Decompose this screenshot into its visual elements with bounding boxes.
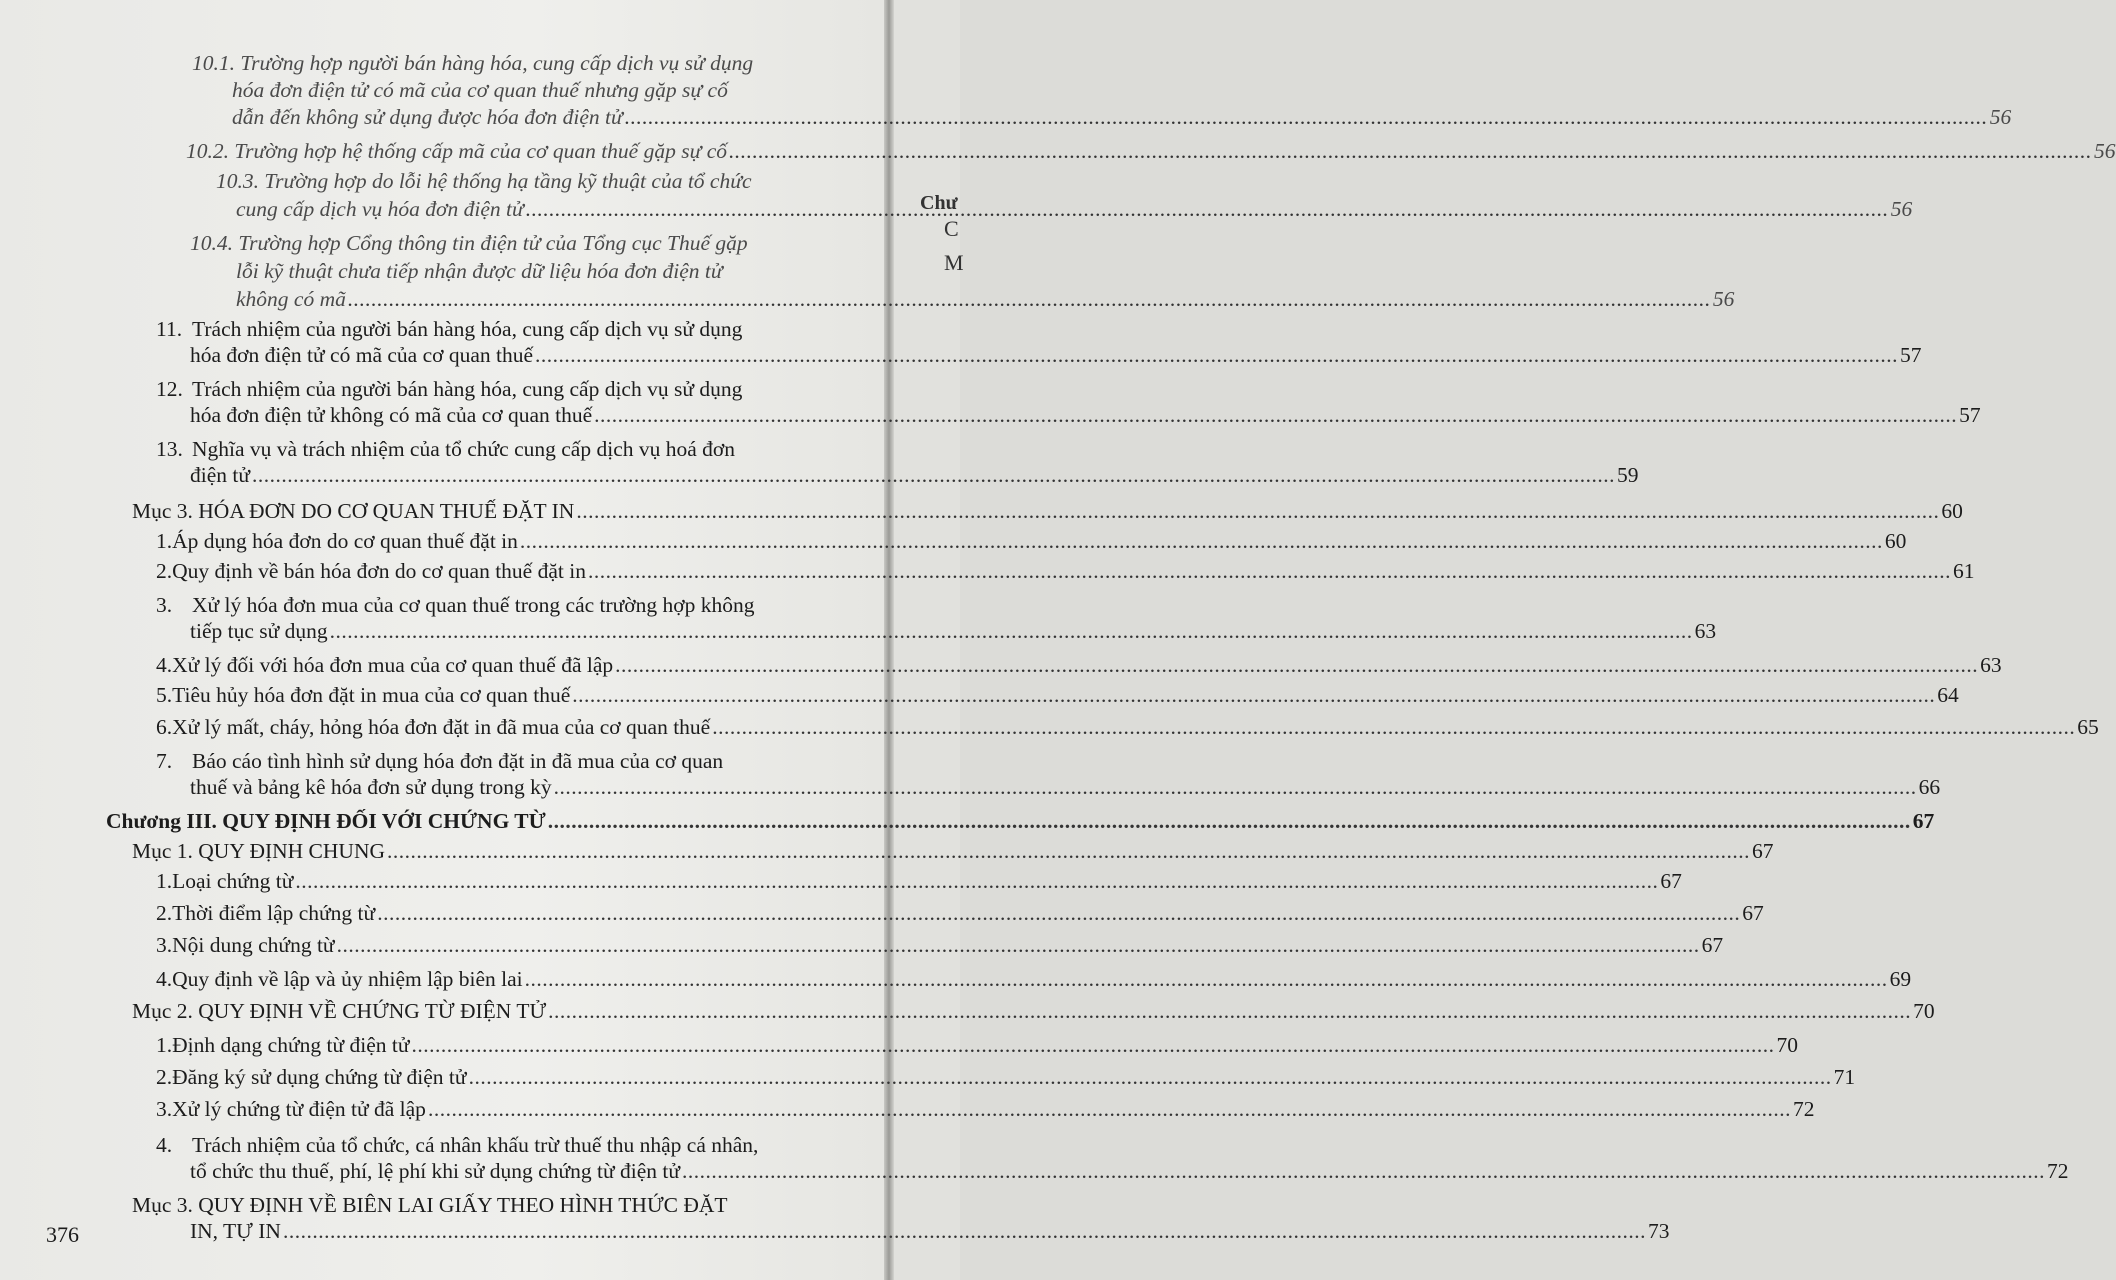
toc-leader-dots [330, 618, 1693, 644]
toc-entry-title: Thời điểm lập chứng từ [172, 901, 376, 925]
toc-entry-page: 73 [1647, 1219, 1670, 1243]
page-number: 376 [46, 1222, 79, 1247]
toc-entry-title: Áp dụng hóa đơn do cơ quan thuế đặt in [172, 529, 518, 553]
toc-entry-title: Xử lý đối với hóa đơn mua của cơ quan thuế đã lập [172, 653, 614, 677]
toc-leader-dots [525, 966, 1888, 992]
toc-entry [156, 682, 1959, 708]
toc-entry-title: Đăng ký sử dụng chứng từ điện tử [172, 1065, 467, 1089]
toc-entry-page: 66 [1918, 775, 1941, 799]
toc-entry [156, 558, 1975, 584]
toc-entry [156, 932, 1724, 958]
toc-entry [190, 230, 748, 256]
toc-leader-dots [712, 714, 2075, 740]
toc-entry-title: hóa đơn điện tử không có mã của cơ quan thuế [190, 403, 593, 427]
toc-leader-dots [348, 286, 1711, 312]
toc-leader-dots [625, 104, 1988, 130]
toc-entry-page: 56 [1989, 105, 2012, 129]
toc-entry-number: 2. [156, 559, 173, 583]
toc-leader-dots [387, 838, 1750, 864]
toc-entry [156, 1032, 1799, 1058]
facing-text: Chư [920, 192, 958, 214]
toc-leader-dots [572, 682, 1935, 708]
toc-entry-number: 3. [156, 1097, 173, 1121]
toc-entry-page: 72 [1792, 1097, 1815, 1121]
toc-entry-title: Tiêu hủy hóa đơn đặt in mua của cơ quan thuế [172, 683, 571, 707]
toc-entry-page: 65 [2077, 715, 2099, 739]
toc-leader-dots [337, 932, 1700, 958]
toc-leader-dots [252, 462, 1615, 488]
toc-entry [156, 528, 1907, 554]
toc-entry [156, 376, 742, 402]
toc-entry-title: Mục 1. QUY ĐỊNH CHUNG [132, 839, 386, 863]
toc-entry [156, 1096, 1815, 1122]
toc-entry-title: Báo cáo tình hình sử dụng hóa đơn đặt in đã mua của cơ quan [192, 749, 724, 773]
toc-entry [232, 104, 2012, 130]
toc-entry-title: Trách nhiệm của tổ chức, cá nhân khấu trừ thuế thu nhập cá nhân, [192, 1133, 759, 1157]
toc-entry-number: 6. [156, 715, 173, 739]
toc-entry-number: 2. [156, 901, 173, 925]
toc-entry-title: 10.2. Trường hợp hệ thống cấp mã của cơ quan thuế gặp sự cố [186, 139, 727, 163]
toc-entry-number: 7. [156, 749, 173, 773]
toc-entry-title: lỗi kỹ thuật chưa tiếp nhận được dữ liệu hóa đơn điện tử [236, 259, 723, 283]
toc-entry-page: 63 [1980, 653, 2002, 677]
toc-entry-page: 72 [2047, 1159, 2069, 1183]
toc-entry [190, 342, 1922, 368]
toc-leader-dots [729, 138, 2092, 164]
toc-entry-title: 10.4. Trường hợp Cổng thông tin điện tử của Tổng cục Thuế gặp [190, 231, 748, 255]
toc-entry-title: cung cấp dịch vụ hóa đơn điện tử [236, 197, 524, 221]
toc-entry-number: 2. [156, 1065, 173, 1089]
toc-entry-page: 60 [1884, 529, 1907, 553]
toc-leader-dots [554, 774, 1917, 800]
toc-entry-number: 3. [156, 933, 173, 957]
toc-entry-page: 57 [1959, 403, 1981, 427]
toc-entry [186, 138, 2116, 164]
toc-entry-title: Quy định về lập và ủy nhiệm lập biên lai [172, 967, 523, 991]
toc-entry [156, 652, 2002, 678]
toc-entry-page: 63 [1694, 619, 1717, 643]
toc-entry-title: IN, TỰ IN [190, 1219, 281, 1243]
toc-entry [156, 966, 1912, 992]
toc-entry-title: tiếp tục sử dụng [190, 619, 328, 643]
toc-entry-title: Mục 3. HÓA ĐƠN DO CƠ QUAN THUẾ ĐẶT IN [132, 499, 575, 523]
toc-entry-title: Trách nhiệm của người bán hàng hóa, cung cấp dịch vụ sử dụng [192, 317, 743, 341]
toc-entry [190, 774, 1941, 800]
toc-entry-number: 4. [156, 653, 173, 677]
toc-leader-dots [594, 402, 1957, 428]
toc-entry-number: 13. [156, 437, 183, 461]
toc-entry-title: Xử lý hóa đơn mua của cơ quan thuế trong các trường hợp không [192, 593, 755, 617]
toc-entry [132, 1192, 728, 1218]
toc-entry-title: không có mã [236, 287, 346, 311]
toc-entry-page: 57 [1900, 343, 1922, 367]
toc-leader-dots [377, 900, 1740, 926]
toc-leader-dots [615, 652, 1978, 678]
toc-entry-title: điện tử [190, 463, 251, 487]
toc-entry [190, 462, 1639, 488]
toc-leader-dots [548, 808, 1911, 834]
toc-entry-title: 10.3. Trường hợp do lỗi hệ thống hạ tầng kỹ thuật của tổ chức [216, 169, 752, 193]
toc-entry-title: hóa đơn điện tử có mã của cơ quan thuế nhưng gặp sự cố [232, 78, 728, 102]
toc-leader-dots [576, 498, 1939, 524]
toc-leader-dots [412, 1032, 1775, 1058]
toc-entry-page: 71 [1833, 1065, 1856, 1089]
toc-entry-number: 4. [156, 967, 173, 991]
toc-entry-page: 60 [1941, 499, 1963, 523]
toc-entry-number: 4. [156, 1133, 173, 1157]
toc-entry-page: 64 [1937, 683, 1959, 707]
toc-entry [190, 402, 1981, 428]
toc-entry-page: 69 [1889, 967, 1912, 991]
facing-text: C [944, 216, 959, 241]
toc-entry-title: Nghĩa vụ và trách nhiệm của tổ chức cung cấp dịch vụ hoá đơn [192, 437, 736, 461]
toc-entry-page: 67 [1701, 933, 1724, 957]
toc-entry [156, 1064, 1856, 1090]
toc-entry-title: hóa đơn điện tử có mã của cơ quan thuế [190, 343, 534, 367]
toc-entry-title: Loại chứng từ [172, 869, 294, 893]
toc-leader-dots [428, 1096, 1791, 1122]
toc-leader-dots [535, 342, 1898, 368]
toc-entry-page: 70 [1776, 1033, 1799, 1057]
toc-entry [106, 808, 1935, 834]
toc-entry [132, 998, 1935, 1024]
facing-text: M [944, 250, 964, 275]
toc-leader-dots [469, 1064, 1832, 1090]
toc-entry [236, 258, 723, 284]
toc-entry-title: Định dạng chứng từ điện tử [172, 1033, 410, 1057]
toc-entry-title: Chương III. QUY ĐỊNH ĐỐI VỚI CHỨNG TỪ [106, 809, 546, 833]
toc-entry-page: 61 [1952, 559, 1975, 583]
toc-entry [216, 168, 751, 194]
toc-entry-title: 10.1. Trường hợp người bán hàng hóa, cung cấp dịch vụ sử dụng [192, 51, 754, 75]
toc-entry-title: dẫn đến không sử dụng được hóa đơn điện tử [232, 105, 623, 129]
toc-entry [236, 286, 1735, 312]
toc-entry-number: 1. [156, 529, 173, 553]
toc-entry [156, 316, 742, 342]
toc-entry-number: 1. [156, 869, 173, 893]
toc-entry [190, 618, 1717, 644]
toc-entry-title: Xử lý mất, cháy, hỏng hóa đơn đặt in đã mua của cơ quan thuế [172, 715, 711, 739]
toc-entry [156, 748, 723, 774]
toc-leader-dots [295, 868, 1658, 894]
toc-entry-page: 67 [1660, 869, 1682, 893]
toc-entry-page: 59 [1617, 463, 1639, 487]
toc-leader-dots [283, 1218, 1646, 1244]
toc-entry-page: 56 [1712, 287, 1735, 311]
toc-leader-dots [548, 998, 1911, 1024]
toc-entry-page: 70 [1913, 999, 1935, 1023]
toc-entry [132, 498, 1963, 524]
toc-entry-title: thuế và bảng kê hóa đơn sử dụng trong kỳ [190, 775, 552, 799]
toc-entry [132, 838, 1774, 864]
toc-entry-page: 56 [2094, 139, 2116, 163]
toc-entry [156, 436, 735, 462]
toc-entry [190, 1218, 1670, 1244]
toc-entry [232, 77, 728, 103]
toc-entry [156, 1132, 758, 1158]
toc-entry-title: Nội dung chứng từ [172, 933, 335, 957]
toc-entry-number: 12. [156, 377, 183, 401]
toc-leader-dots [588, 558, 1951, 584]
toc-entry-title: Xử lý chứng từ điện tử đã lập [172, 1097, 426, 1121]
toc-entry-title: Mục 2. QUY ĐỊNH VỀ CHỨNG TỪ ĐIỆN TỬ [132, 999, 547, 1023]
toc-entry-number: 1. [156, 1033, 173, 1057]
toc-entry [156, 868, 1682, 894]
toc-entry-number: 11. [156, 317, 183, 341]
toc-entry-title: Trách nhiệm của người bán hàng hóa, cung cấp dịch vụ sử dụng [192, 377, 743, 401]
toc-leader-dots [682, 1158, 2045, 1184]
toc-entry-page: 67 [1742, 901, 1764, 925]
toc-entry-page: 67 [1752, 839, 1774, 863]
toc-leader-dots [526, 196, 1889, 222]
toc-leader-dots [520, 528, 1883, 554]
toc-entry-title: Quy định về bán hóa đơn do cơ quan thuế đặt in [172, 559, 586, 583]
toc-entry-page: 67 [1912, 809, 1935, 833]
toc-entry-title: Mục 3. QUY ĐỊNH VỀ BIÊN LAI GIẤY THEO HÌNH THỨC ĐẶT [132, 1193, 728, 1217]
toc-entry-title: tổ chức thu thuế, phí, lệ phí khi sử dụng chứng từ điện tử [190, 1159, 680, 1183]
toc-entry [190, 1158, 2069, 1184]
toc-entry [156, 900, 1764, 926]
toc-entry-page: 56 [1890, 197, 1913, 221]
toc-entry [156, 714, 2099, 740]
toc-entry-number: 3. [156, 593, 173, 617]
toc-entry [156, 592, 755, 618]
toc-entry-number: 5. [156, 683, 173, 707]
toc-entry [192, 50, 753, 76]
